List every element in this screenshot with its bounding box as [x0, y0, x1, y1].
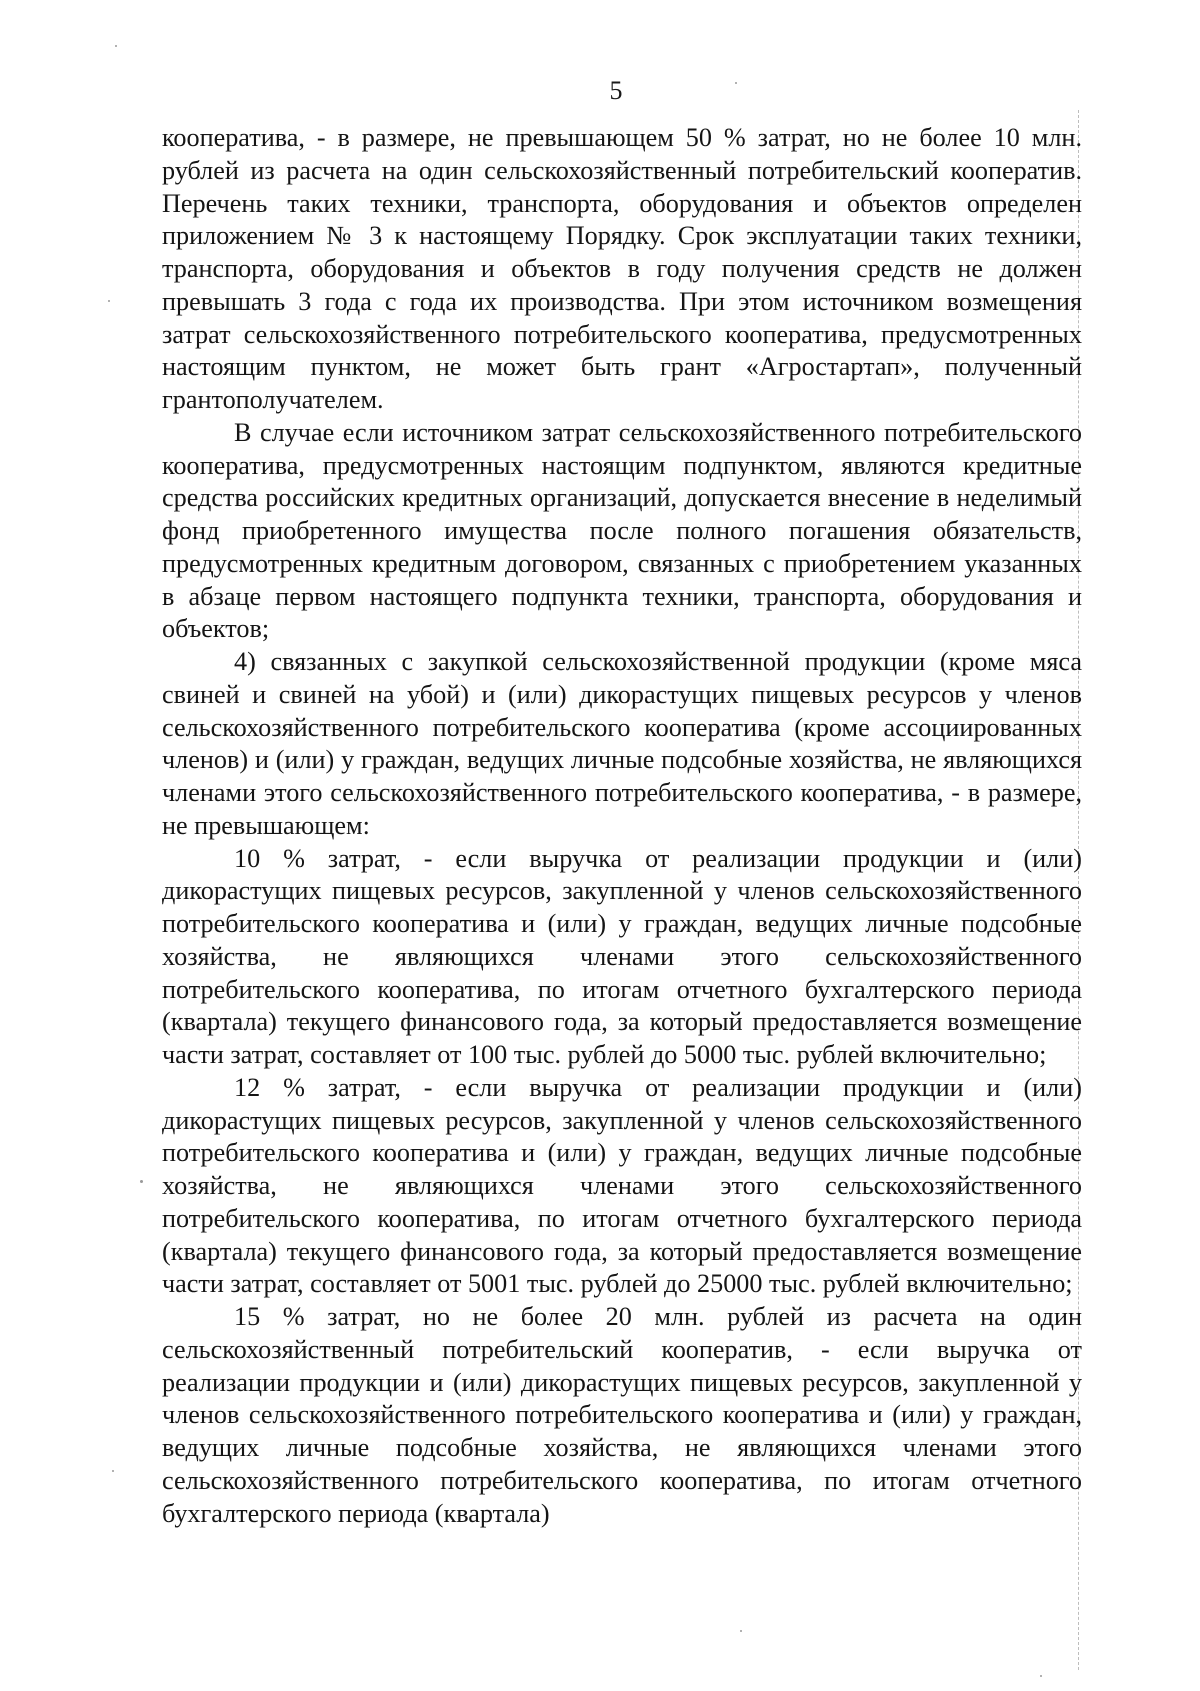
page-number: 5 [609, 76, 623, 105]
scan-speck [735, 82, 737, 84]
scan-speck [1040, 1675, 1042, 1677]
scan-speck [112, 1470, 114, 1472]
paragraph-continuation: кооператива, - в размере, не превышающем 50 % затрат, но не более 10 млн. рублей из расчета на один сельскохозяйственный потребительский кооператив. Перечень таких техники, транспорта, оборудования и объектов определен приложением № 3 к настоящему Порядку. Срок эксплуатации таких техники, транспорта, оборудования и объектов в году получения средств не должен превышать 3 года с года их производства. При этом источником возмещения затрат сельскохозяйственного потребительского кооператива, предусмотренных настоящим пунктом, не может быть грант «Агростартап», полученный грантополучателем. [162, 123, 1082, 414]
paragraph-15-percent: 15 % затрат, но не более 20 млн. рублей из расчета на один сельскохозяйственный потребительский кооператив, - если выручка от реализации продукции и (или) дикорастущих пищевых ресурсов, закупленной у членов сельскохозяйственного потребительского кооператива и (или) у граждан, ведущих личные подсобные хозяйства, не являющихся членами этого сельскохозяйственного потребительского кооператива, по итогам отчетного бухгалтерского периода (квартала) [162, 1302, 1082, 1528]
document-body [162, 122, 1082, 1530]
scan-speck [140, 1180, 143, 1183]
paragraph-12-percent: 12 % затрат, - если выручка от реализации продукции и (или) дикорастущих пищевых ресурсов, закупленной у членов сельскохозяйственного потребительского кооператива и (или) у граждан, ведущих личные подсобные хозяйства, не являющихся членами этого сельскохозяйственного потребительского кооператива, по итогам отчетного бухгалтерского периода (квартала) текущего финансового года, за который предоставляется возмещение части затрат, составляет от 5001 тыс. рублей до 25000 тыс. рублей включительно; [162, 1072, 1082, 1299]
scan-speck [740, 1630, 742, 1632]
paragraph-credit-funds: В случае если источником затрат сельскохозяйственного потребительского кооператива, предусмотренных настоящим подпунктом, являются кредитные средства российских кредитных организаций, допускается внесение в неделимый фонд приобретенного имущества после полного погашения обязательств, предусмотренных кредитным договором, связанных с приобретением указанных в абзаце первом настоящего подпункта техники, транспорта, оборудования и объектов; [162, 417, 1082, 644]
paragraph-10-percent: 10 % затрат, - если выручка от реализации продукции и (или) дикорастущих пищевых ресурсов, закупленной у членов сельскохозяйственного потребительского кооператива и (или) у граждан, ведущих личные подсобные хозяйства, не являющихся членами этого сельскохозяйственного потребительского кооператива, по итогам отчетного бухгалтерского периода (квартала) текущего финансового года, за который предоставляется возмещение части затрат, составляет от 100 тыс. рублей до 5000 тыс. рублей включительно; [162, 843, 1082, 1069]
paragraph-item-4: 4) связанных с закупкой сельскохозяйственной продукции (кроме мяса свиней и свиней на убой) и (или) дикорастущих пищевых ресурсов у членов сельскохозяйственного потребительского кооператива (кроме ассоциированных членов) и (или) у граждан, ведущих личные подсобные хозяйства, не являющихся членами этого сельскохозяйственного потребительского кооператива, - в размере, не превышающем: [162, 647, 1082, 840]
scan-speck [115, 45, 117, 47]
scan-speck [108, 300, 110, 302]
